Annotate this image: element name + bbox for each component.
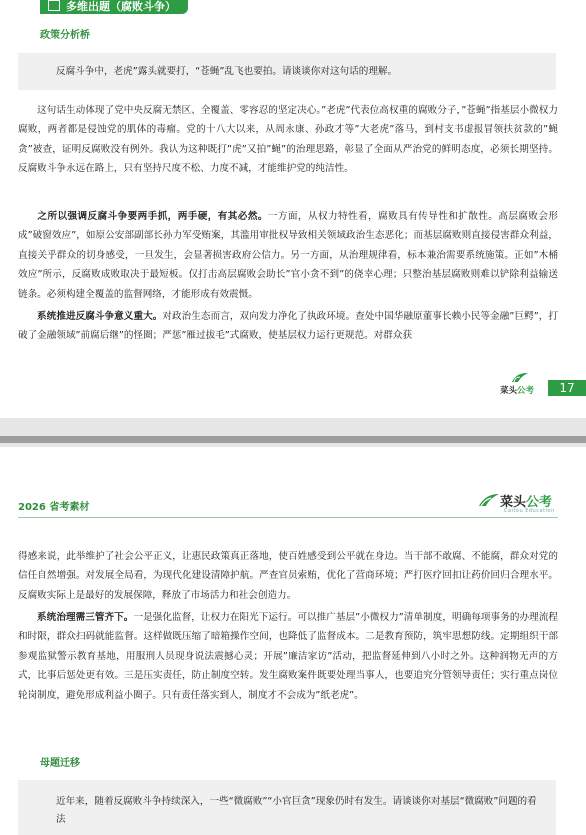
page-header-title: 2026 省考素材 — [18, 502, 90, 513]
subhead-policy-analysis: 政策分析桥 — [40, 30, 90, 41]
page-number: 17 — [548, 380, 586, 396]
brand-subtitle: Caitou Education — [504, 508, 555, 514]
question-text-2: 近年来，随着反腐败斗争持续深入，一些“微腐败”“小官巨贪”现象仍时有发生。请谈谈你对基层“微腐败”问题的看法 — [56, 796, 537, 825]
paragraph-3: 系统推进反腐斗争意义重大。对政治生态而言，双向发力净化了执政环境。查处中国华融原董事长赖小民等金融”巨鳄”，打破了金融领域”前腐后继”的怪圈；严惩”雁过拔毛”式腐败，使基层权力运行更规范。对群众获 — [18, 311, 558, 342]
sprout-logo-icon — [510, 372, 530, 383]
question-box — [18, 53, 556, 90]
subhead-mother-question: 母题迁移 — [40, 758, 80, 769]
paragraph-5-lead: 系统治理需三管齐下。 — [37, 612, 134, 623]
brand-logo — [478, 491, 562, 515]
question-text: 反腐斗争中，老虎”露头就要打，“苍蝇”乱飞也要拍。请谈谈你对这句话的理解。 — [56, 66, 398, 77]
paragraph-2: 之所以强调反腐斗争要两手抓，两手硬，有其必然。一方面，从权力特性看，腐败具有传导性和扩散性。高层腐败会形成”破窗效应”，如原公安部副部长孙力军受贿案，其滥用审批权导致相关领域政治生态恶化；而基层腐败则直接侵害群众利益，直接关乎群众的切身感受，一旦发生，会显著损害政府公信力。另一方面，从治理规律看，标本兼治需要系统施策。正如”木桶效应”所示，反腐败成败取决于最短板。仅打击高层腐败会助长”官小贪不到”的侥幸心理；只整治基层腐败则难以铲除利益输送链条。必须构建全覆盖的监督网络，才能形成有效震慑。 — [18, 211, 559, 300]
question-box-2 — [18, 780, 556, 835]
document-icon — [48, 0, 60, 11]
page-separator — [0, 436, 586, 443]
paragraph-2-lead: 之所以强调反腐斗争要两手抓，两手硬，有其必然。 — [37, 211, 268, 222]
paragraph-3-lead: 系统推进反腐斗争意义重大。 — [37, 311, 163, 322]
brand-name: 菜头公考 — [500, 495, 553, 510]
section-banner — [40, 0, 188, 14]
paragraph-4: 得感来说，此举维护了社会公平正义，让惠民政策真正落地，使百姓感受到公平就在身边。当干部不敢腐、不能腐，群众对党的信任自然增强。对发展全局看，为现代化建设清障护航。严查官员索贿，优化了营商环境；严打医疗回扣让药价回归合理水平。反腐败实际上是最好的发展保障，释放了市场活力和社会创造力。 — [18, 551, 558, 601]
paragraph-1: 这句话生动体现了党中央反腐无禁区、全覆盖、零容忍的坚定决心。”老虎”代表位高权重的腐败分子，”苍蝇”指基层小微权力腐败，两者都是侵蚀党的肌体的毒瘤。党的十八大以来，从周永康、孙政才等”大老虎”落马，到村支书虚报冒领扶贫款的”蝇贪”被查，证明反腐败没有例外。我认为这种既打”虎”又拍”蝇”的治理思路，彰显了全面从严治党的鲜明态度，必须长期坚持。反腐败斗争永远在路上，只有坚持尺度不松、力度不减，才能维护党的纯洁性。 — [18, 105, 558, 175]
section-banner-label: 多维出题（腐败斗争） — [66, 0, 176, 13]
header-rule — [18, 517, 558, 518]
footer-logo-text: 菜头公考 — [500, 386, 535, 396]
paragraph-5: 系统治理需三管齐下。一是强化监督，让权力在阳光下运行。可以推广基层”小微权力”清单制度，明确每项事务的办理流程和时限，群众扫码就能监督。这样做既压缩了暗箱操作空间，也降低了监督成本。二是教育预防，筑牢思想防线。定期组织干部参观监狱警示教育基地，用服刑人员现身说法震撼心灵；开展”廉洁家访”活动，把监督延伸到八小时之外。这种润物无声的方式，比事后惩处更有效。三是压实责任，防止制度空转。发生腐败案件既要处理当事人，也要追究分管领导责任；实行重点岗位轮岗制度，避免形成利益小圈子。只有责任落实到人，制度才不会成为”纸老虎”。 — [18, 612, 558, 701]
footer-logo — [500, 372, 540, 396]
brand-swoosh-icon — [478, 493, 500, 507]
document-page-bottom — [0, 447, 586, 835]
